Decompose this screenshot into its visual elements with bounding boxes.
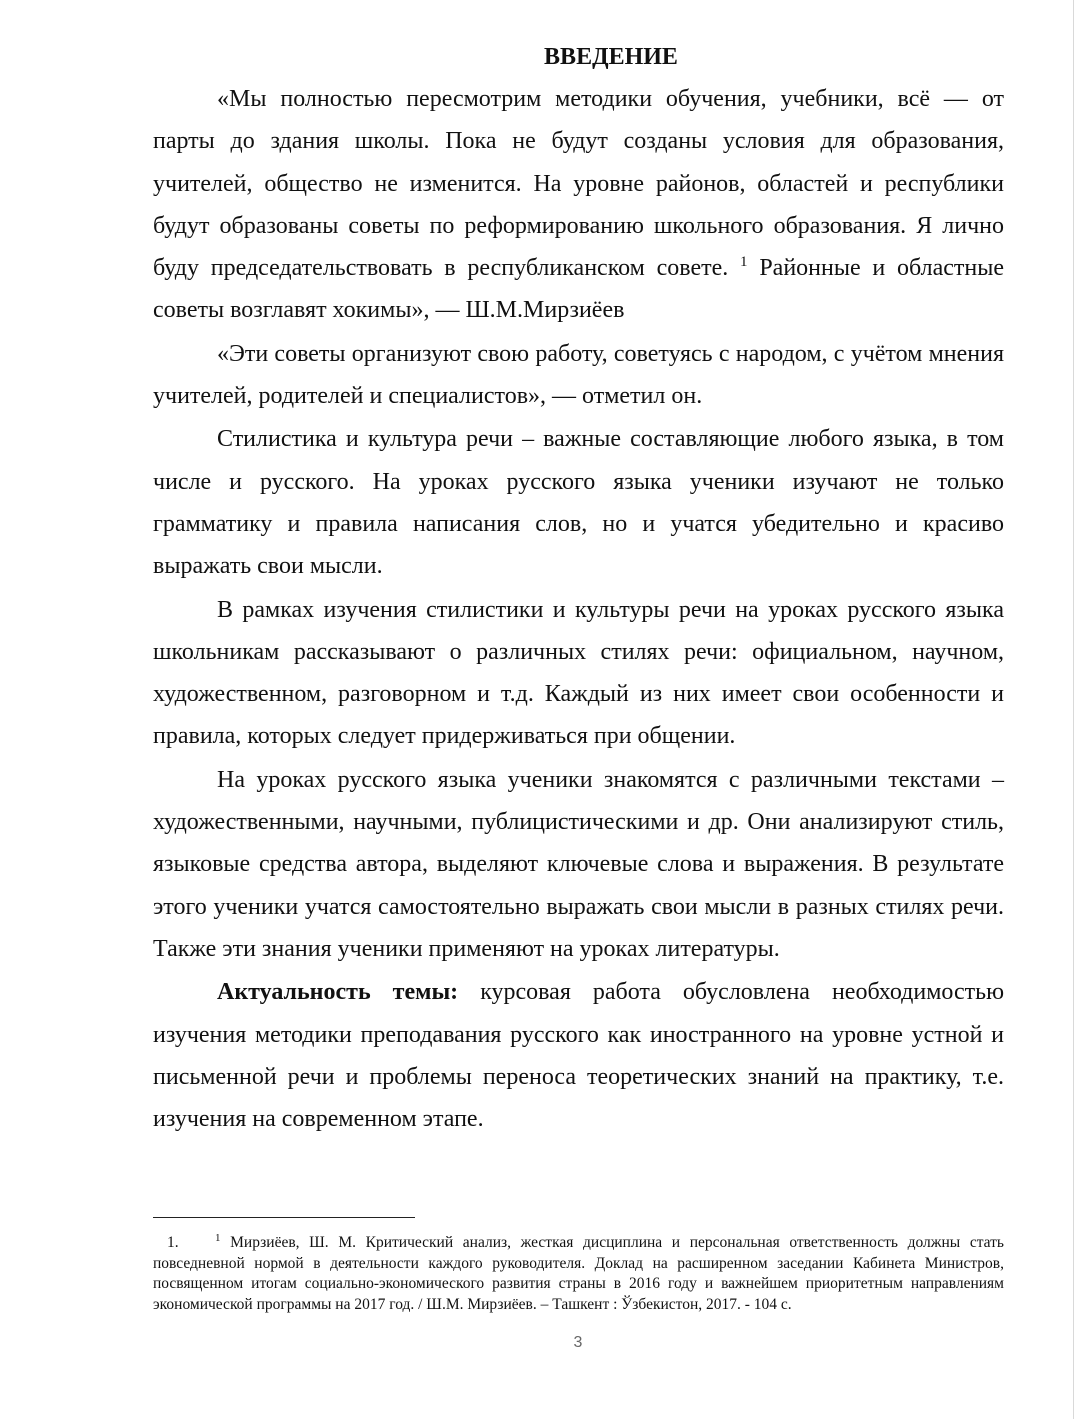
section-heading: ВВЕДЕНИЕ bbox=[544, 44, 678, 70]
paragraph-quote-councils: «Эти советы организуют свою работу, советуясь с народом, с учётом мнения учителей, родителей и специалистов», — отметил он. bbox=[153, 340, 1004, 410]
footnote-separator bbox=[153, 1217, 415, 1218]
paragraph-relevance bbox=[153, 971, 1004, 1140]
footnote-number: 1. bbox=[167, 1234, 179, 1251]
page-number: 3 bbox=[573, 1334, 583, 1351]
footnote-reference[interactable]: 1 bbox=[740, 254, 748, 271]
body-text bbox=[153, 78, 1004, 1140]
paragraph-text: «Мы полностью пересмотрим методики обучения, учебники, всё — от парты до здания школы. Пока не будут созданы условия для образования, учителей, общество не изменится. На уровне районов, областей и республики будут образованы советы по реформированию школьного образования. Я лично буду председательствовать в республиканском совете. bbox=[153, 86, 1004, 282]
paragraph-stylistics: Стилистика и культура речи – важные составляющие любого языка, в том числе и русского. На уроках русского языка ученики изучают не только грамматику и правила написания слов, но и учатся убедительно и красиво выражать свои мысли. bbox=[153, 426, 1004, 580]
paragraph-texts: На уроках русского языка ученики знакомятся с различными текстами – художественными, научными, публицистическими и др. Они анализируют стиль, языковые средства автора, выделяют ключевые слова и выражения. В результате этого ученики учатся самостоятельно выражать свои мысли в разных стилях речи. Также эти знания ученики применяют на уроках литературы. bbox=[153, 766, 1004, 962]
page-edge bbox=[1073, 0, 1074, 1419]
footnote bbox=[153, 1233, 1004, 1315]
footnote-text: Мирзиёев, Ш. М. Критический анализ, жесткая дисциплина и персональная ответственность должны стать повседневной нормой в деятельности каждого руководителя. Доклад на расширенном заседании Кабинета Министров, посвященном итогам социально-экономического развития страны в 2016 году и важнейшем приоритетным направлениям экономической программы на 2017 год. / Ш.М. Мирзиёев. – Ташкент : Ўзбекистон, 2017. - 104 с. bbox=[153, 1234, 1004, 1313]
relevance-label: Актуальность темы: bbox=[217, 979, 459, 1006]
paragraph-speech-styles: В рамках изучения стилистики и культуры речи на уроках русского языка школьникам рассказывают о различных стилях речи: официальном, научном, художественном, разговорном и т.д. Каждый из них имеет свои особенности и правила, которых следует придерживаться при общении. bbox=[153, 596, 1004, 750]
paragraph-text: Районные и областные советы возглавят хокимы», — Ш.М.Мирзиёев bbox=[153, 255, 1004, 324]
footnote-marker: 1 bbox=[215, 1232, 221, 1244]
paragraph-text: курсовая работа обусловлена необходимостью изучения методики преподавания русского как иностранного на уровне устной и письменной речи и проблемы переноса теоретических знаний на практику, т.е. изучения на современном этапе. bbox=[153, 979, 1004, 1133]
paragraph-quote-president bbox=[153, 78, 1004, 332]
